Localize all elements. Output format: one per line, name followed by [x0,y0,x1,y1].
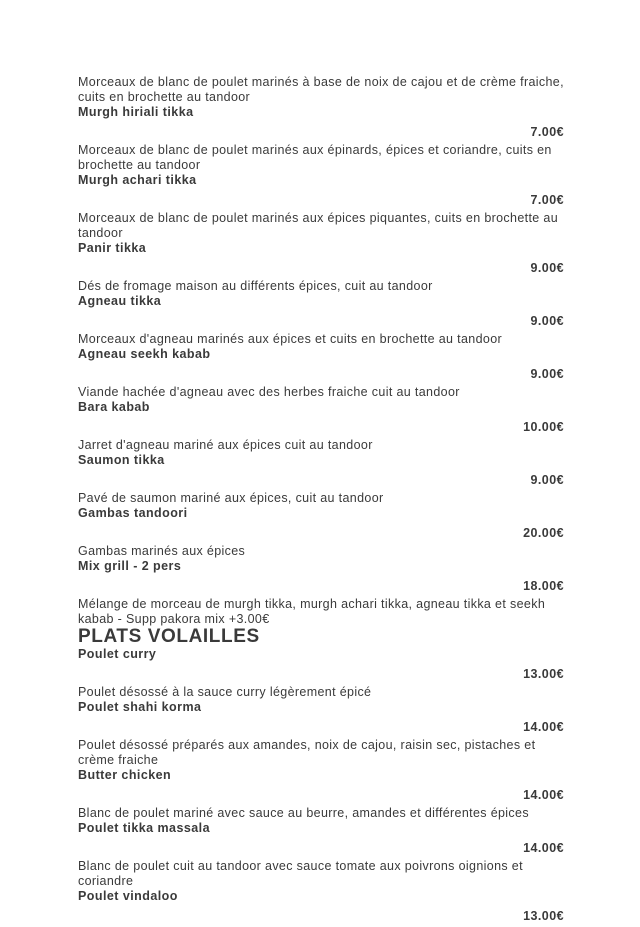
item-description: Blanc de poulet mariné avec sauce au beurre, amandes et différentes épices [78,806,529,820]
item-name: Butter chicken [78,768,172,782]
item-name: Mix grill - 2 pers [78,559,182,573]
item-description: Blanc de poulet cuit au tandoor avec sauce tomate aux poivrons oignions et coriandre [78,859,523,888]
item-name: Poulet shahi korma [78,700,202,714]
item-name: Poulet vindaloo [78,889,178,903]
item-name: Poulet tikka massala [78,821,210,835]
item-name: Agneau tikka [78,294,162,308]
item-price: 9.00€ [530,367,564,381]
item-description: Poulet désossé à la sauce curry légèrement épicé [78,685,372,699]
item-price: 9.00€ [530,261,564,275]
item-description: Morceaux de blanc de poulet marinés aux épices piquantes, cuits en brochette au tandoor [78,211,559,240]
item-price: 14.00€ [523,841,564,855]
item-price: 7.00€ [530,193,564,207]
item-description: Viande hachée d'agneau avec des herbes fraiche cuit au tandoor [78,385,460,399]
item-name: Bara kabab [78,400,150,414]
item-price: 18.00€ [523,579,564,593]
item-description: Dés de fromage maison au différents épices, cuit au tandoor [78,279,433,293]
item-description: Gambas marinés aux épices [78,544,246,558]
item-name: Gambas tandoori [78,506,188,520]
item-price: 14.00€ [523,720,564,734]
item-description: Morceaux de blanc de poulet marinés aux épinards, épices et coriandre, cuits en brochette au tandoor [78,143,552,172]
item-description: Morceaux de blanc de poulet marinés à base de noix de cajou et de crème fraiche, cuits en brochette au tandoor [78,75,564,104]
section-title: PLATS VOLAILLES [78,626,260,647]
item-price: 10.00€ [523,420,564,434]
item-price: 9.00€ [530,473,564,487]
item-price: 13.00€ [523,667,564,681]
item-price: 7.00€ [530,125,564,139]
mix-grill-description: Mélange de morceau de murgh tikka, murgh achari tikka, agneau tikka et seekh kabab - Supp pakora mix +3.00€ [78,597,546,626]
menu-page [78,75,564,927]
item-name: Saumon tikka [78,453,165,467]
item-price: 9.00€ [530,314,564,328]
item-price: 20.00€ [523,526,564,540]
item-name: Panir tikka [78,241,147,255]
item-price: 13.00€ [523,909,564,923]
item-description: Morceaux d'agneau marinés aux épices et cuits en brochette au tandoor [78,332,503,346]
item-name: Poulet curry [78,647,157,661]
item-description: Poulet désossé préparés aux amandes, noix de cajou, raisin sec, pistaches et crème fraiche [78,738,536,767]
item-description: Jarret d'agneau mariné aux épices cuit au tandoor [78,438,373,452]
item-name: Murgh achari tikka [78,173,197,187]
item-name: Murgh hiriali tikka [78,105,194,119]
item-price: 14.00€ [523,788,564,802]
item-description: Pavé de saumon mariné aux épices, cuit au tandoor [78,491,384,505]
item-name: Agneau seekh kabab [78,347,211,361]
